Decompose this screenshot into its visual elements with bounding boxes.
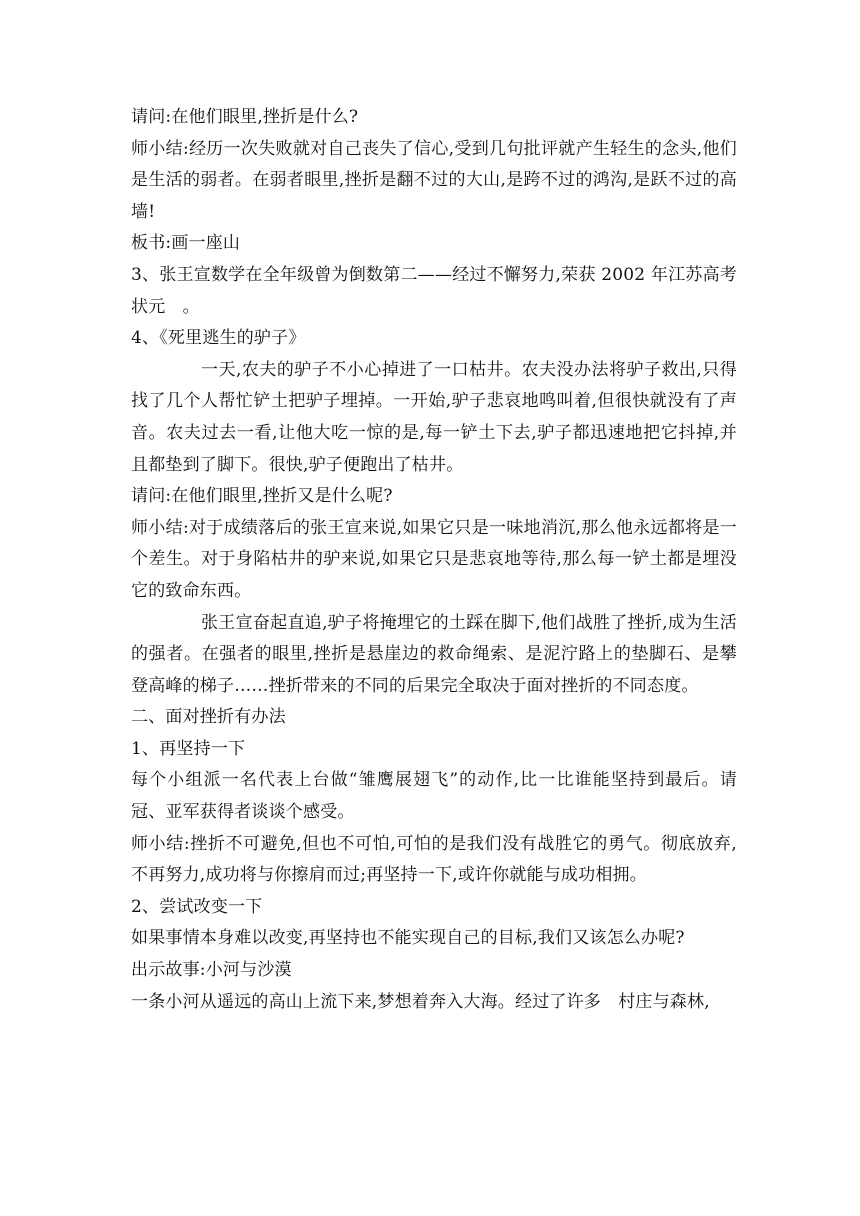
donkey-story-paragraph: 一天,农夫的驴子不小心掉进了一口枯井。农夫没办法将驴子救出,只得找了几个人帮忙铲土把驴子埋掉。一开始,驴子悲哀地鸣叫着,但很快就没有了声音。农夫过去一看,让他大吃一惊的是,每一铲土下去,驴子都迅速地把它抖掉,并且都垫到了脚下。很快,驴子便跑出了枯井。 [131,359,737,475]
question-paragraph: 请问:在他们眼里,挫折是什么? [131,107,359,127]
teacher-summary-paragraph: 师小结:经历一次失败就对自己丧失了信心,受到几句批评就产生轻生的念头,他们是生活的弱者。在弱者眼里,挫折是翻不过的大山,是跨不过的鸿沟,是跃不过的高墙! [131,138,737,222]
strong-person-paragraph: 张王宣奋起直追,驴子将掩埋它的土踩在脚下,他们战胜了挫折,成为生活的强者。在强者的眼里,挫折是悬崖边的救命绳索、是泥泞路上的垫脚石、是攀登高峰的梯子……挫折带来的不同的后果完全取决于面对挫折的不同态度。 [131,612,737,696]
river-story-paragraph: 一条小河从遥远的高山上流下来,梦想着奔入大海。经过了许多 村庄与森林, [131,991,710,1012]
question-paragraph-2: 请问:在他们眼里,挫折又是什么呢? [131,486,393,507]
numbered-item-3: 3、张王宣数学在全年级曾为倒数第二——经过不懈努力,荣获 2002 年江苏高考状元 。 [131,264,737,317]
teacher-summary-paragraph-3: 师小结:挫折不可避免,但也不可怕,可怕的是我们没有战胜它的勇气。彻底放弃,不再努力,成功将与你擦肩而过;再坚持一下,或许你就能与成功相拥。 [131,833,737,886]
sub-item-1-heading: 1、再坚持一下 [131,738,246,759]
question-paragraph-3: 如果事情本身难以改变,再坚持也不能实现自己的目标,我们又该怎么办呢? [131,928,685,949]
sub-item-2-heading: 2、尝试改变一下 [131,896,263,917]
activity-paragraph: 每个小组派一名代表上台做“雏鹰展翅飞”的动作,比一比谁能坚持到最后。请冠、亚军获得者谈谈个感受。 [131,770,737,823]
section-heading-2: 二、面对挫折有办法 [131,707,286,728]
blackboard-note: 板书:画一座山 [131,233,241,254]
teacher-summary-paragraph-2: 师小结:对于成绩落后的张王宣来说,如果它只是一味地消沉,那么他永远都将是一个差生。对于身陷枯井的驴来说,如果它只是悲哀地等待,那么每一铲土都是埋没它的致命东西。 [131,517,737,601]
story-title-line: 出示故事:小河与沙漠 [131,960,292,981]
document-body [131,102,737,1018]
numbered-item-4-title: 4、《死里逃生的驴子》 [131,328,306,349]
